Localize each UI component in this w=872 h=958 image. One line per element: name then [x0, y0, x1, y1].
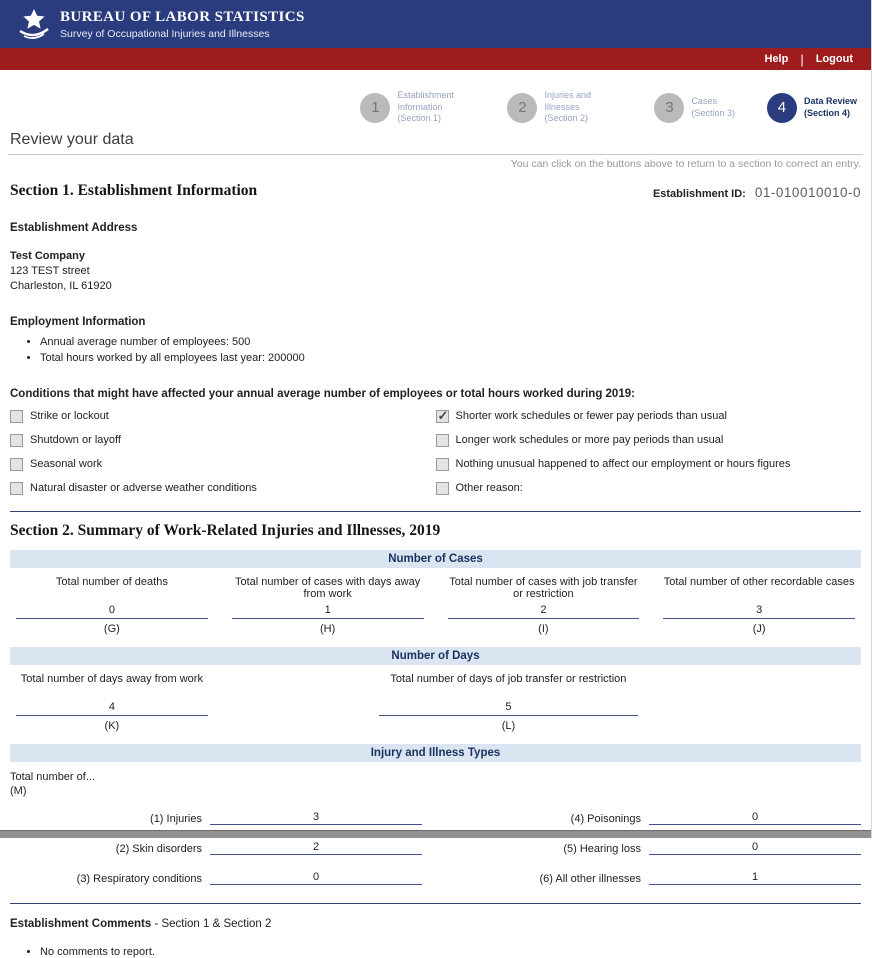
row-value: 3: [210, 811, 422, 825]
cell-code: (K): [104, 719, 120, 732]
address-heading: Establishment Address: [10, 222, 138, 234]
cell-label: Total number of deaths: [55, 575, 168, 588]
cases-cell-j: [659, 576, 859, 635]
section2-title: Section 2. Summary of Work-Related Injuries and Illnesses, 2019: [10, 521, 441, 539]
step-4-circle[interactable]: 4: [767, 93, 797, 123]
step-2-circle[interactable]: 2: [507, 93, 537, 123]
row-label: (1) Injuries: [150, 813, 202, 826]
section1-title: Section 1. Establishment Information: [10, 182, 258, 199]
poisonings-row: [434, 811, 861, 825]
row-label: (2) Skin disorders: [115, 843, 202, 856]
condition-label: Nothing unusual happened to affect our employment or hours figures: [455, 458, 791, 471]
cell-label: Total number of other recordable cases: [663, 575, 855, 588]
step-section-3[interactable]: [654, 90, 735, 125]
condition-label: Natural disaster or adverse weather conditions: [30, 482, 257, 495]
checkbox-icon: [10, 434, 23, 447]
utility-nav: [0, 48, 871, 70]
condition-other-reason: [436, 482, 862, 495]
condition-label: Shutdown or layoff: [30, 434, 121, 447]
cases-cell-h: [228, 576, 428, 635]
step-section-1[interactable]: [360, 90, 475, 125]
cell-value: 5: [379, 700, 638, 716]
condition-longer-schedules: [436, 434, 862, 447]
cell-code: (H): [319, 622, 336, 635]
condition-shutdown: [10, 434, 436, 447]
address-line-1: 123 TEST street: [10, 264, 90, 277]
establishment-id-label: Establishment ID:: [652, 188, 746, 200]
conditions-options: [10, 410, 861, 495]
days-cell-k: [12, 673, 212, 732]
row-value: 1: [649, 871, 861, 885]
step-3-circle[interactable]: 3: [654, 93, 684, 123]
list-item: • Total hours worked by all employees last year: 200000: [40, 352, 861, 364]
row-label: (3) Respiratory conditions: [76, 873, 202, 886]
checkbox-icon: [10, 482, 23, 495]
cell-value: 0: [16, 603, 208, 619]
condition-nothing-unusual: [436, 458, 862, 471]
comments-heading-suffix: - Section 1 & Section 2: [154, 918, 272, 931]
row-value: 0: [649, 811, 861, 825]
cell-code: (I): [538, 622, 549, 635]
injury-types-intro: [10, 770, 861, 800]
row-label: (5) Hearing loss: [563, 843, 641, 856]
comments-list: [40, 946, 861, 958]
number-of-days-band: Number of Days: [10, 647, 861, 665]
row-value: 0: [210, 871, 422, 885]
row-value: 0: [649, 841, 861, 855]
step-4-sub: (Section 4): [803, 107, 850, 118]
conditions-heading: Conditions that might have affected your annual average number of employees or total hours worked during 2019:: [10, 387, 635, 400]
agency-title: BUREAU OF LABOR STATISTICS: [60, 8, 305, 25]
logout-link[interactable]: Logout: [815, 53, 853, 65]
condition-label: Seasonal work: [30, 458, 103, 471]
company-name: Test Company: [10, 250, 85, 262]
step-4-name: Data Review: [803, 95, 857, 106]
step-indicator: [360, 90, 857, 125]
row-value: 2: [210, 841, 422, 855]
address-line-2: Charleston, IL 61920: [10, 279, 112, 292]
intro-code: (M): [10, 785, 27, 798]
number-of-cases-grid: [10, 568, 861, 637]
step-3-sub: (Section 3): [691, 107, 735, 118]
step-1-circle[interactable]: 1: [360, 93, 390, 123]
step-1-sub: (Section 1): [397, 113, 441, 124]
intro-label: Total number of...: [10, 770, 95, 783]
list-item: • No comments to report.: [40, 946, 861, 958]
skin-disorders-row: [10, 841, 434, 855]
condition-label: Shorter work schedules or fewer pay periods than usual: [455, 410, 727, 423]
checkbox-icon: [436, 458, 449, 471]
comments-heading: [10, 918, 861, 930]
checkbox-icon: [436, 434, 449, 447]
cell-label: Total number of days of job transfer or restriction: [390, 672, 627, 685]
step-1-name: Establishment Information: [397, 90, 454, 112]
step-2-name: Injuries and Illnesses: [544, 90, 591, 112]
step-3-name: Cases: [691, 95, 717, 106]
condition-label: Longer work schedules or more pay periods than usual: [455, 434, 724, 447]
page-title: Review your data: [10, 131, 134, 148]
establishment-id-value: 01-010010010-0: [754, 185, 861, 200]
condition-seasonal: [10, 458, 436, 471]
cell-code: (J): [752, 622, 766, 635]
condition-strike: [10, 410, 436, 423]
employment-list: [40, 336, 861, 364]
respiratory-row: [10, 871, 434, 885]
injury-types-grid: [10, 811, 861, 901]
cell-label: Total number of cases with days away from work: [234, 575, 421, 600]
section-divider: [10, 511, 861, 512]
cell-label: Total number of cases with job transfer or restriction: [449, 575, 638, 600]
cases-cell-i: [444, 576, 644, 635]
step-section-4[interactable]: [767, 90, 857, 125]
app-header: [0, 0, 871, 48]
checkbox-icon: [10, 410, 23, 423]
survey-subtitle: Survey of Occupational Injuries and Illnesses: [60, 27, 270, 40]
cell-value: 2: [448, 603, 640, 619]
cell-label: Total number of days away from work: [20, 672, 203, 685]
number-of-cases-band: Number of Cases: [10, 550, 861, 568]
help-link[interactable]: Help: [764, 53, 789, 65]
comments-heading-label: Establishment Comments: [10, 918, 152, 931]
number-of-days-grid: [10, 665, 861, 734]
cell-code: (G): [103, 622, 120, 635]
checkbox-icon: [10, 458, 23, 471]
cell-value: 1: [232, 603, 424, 619]
establishment-address: [10, 249, 861, 294]
review-header: [10, 70, 861, 154]
bls-logo-icon: [14, 8, 54, 40]
condition-disaster: [10, 482, 436, 495]
nav-separator: |: [800, 51, 804, 67]
checkbox-icon: [436, 410, 449, 423]
row-label: (4) Poisonings: [570, 813, 641, 826]
condition-label: Strike or lockout: [30, 410, 109, 423]
checkbox-icon: [436, 482, 449, 495]
header-divider: [8, 154, 863, 155]
establishment-id: [653, 185, 861, 200]
cases-cell-g: [12, 576, 212, 635]
days-cell-l: [374, 673, 644, 732]
injuries-row: [10, 811, 434, 825]
list-item: • Annual average number of employees: 500: [40, 336, 861, 348]
step-2-sub: (Section 2): [544, 113, 588, 124]
cell-value: 3: [663, 603, 855, 619]
row-label: (6) All other illnesses: [539, 873, 641, 886]
correction-hint: You can click on the buttons above to return to a section to correct an entry.: [510, 158, 861, 170]
comments-divider: [10, 903, 861, 904]
other-illnesses-row: [434, 871, 861, 885]
cell-code: (L): [501, 719, 516, 732]
condition-shorter-schedules: [436, 410, 862, 423]
condition-label: Other reason:: [455, 482, 523, 495]
employment-heading: Employment Information: [10, 315, 146, 328]
cell-value: 4: [16, 700, 208, 716]
injury-types-band: Injury and Illness Types: [10, 744, 861, 762]
step-section-2[interactable]: [507, 90, 622, 125]
hearing-loss-row: [434, 841, 861, 855]
page-footer-bar: [0, 830, 871, 838]
